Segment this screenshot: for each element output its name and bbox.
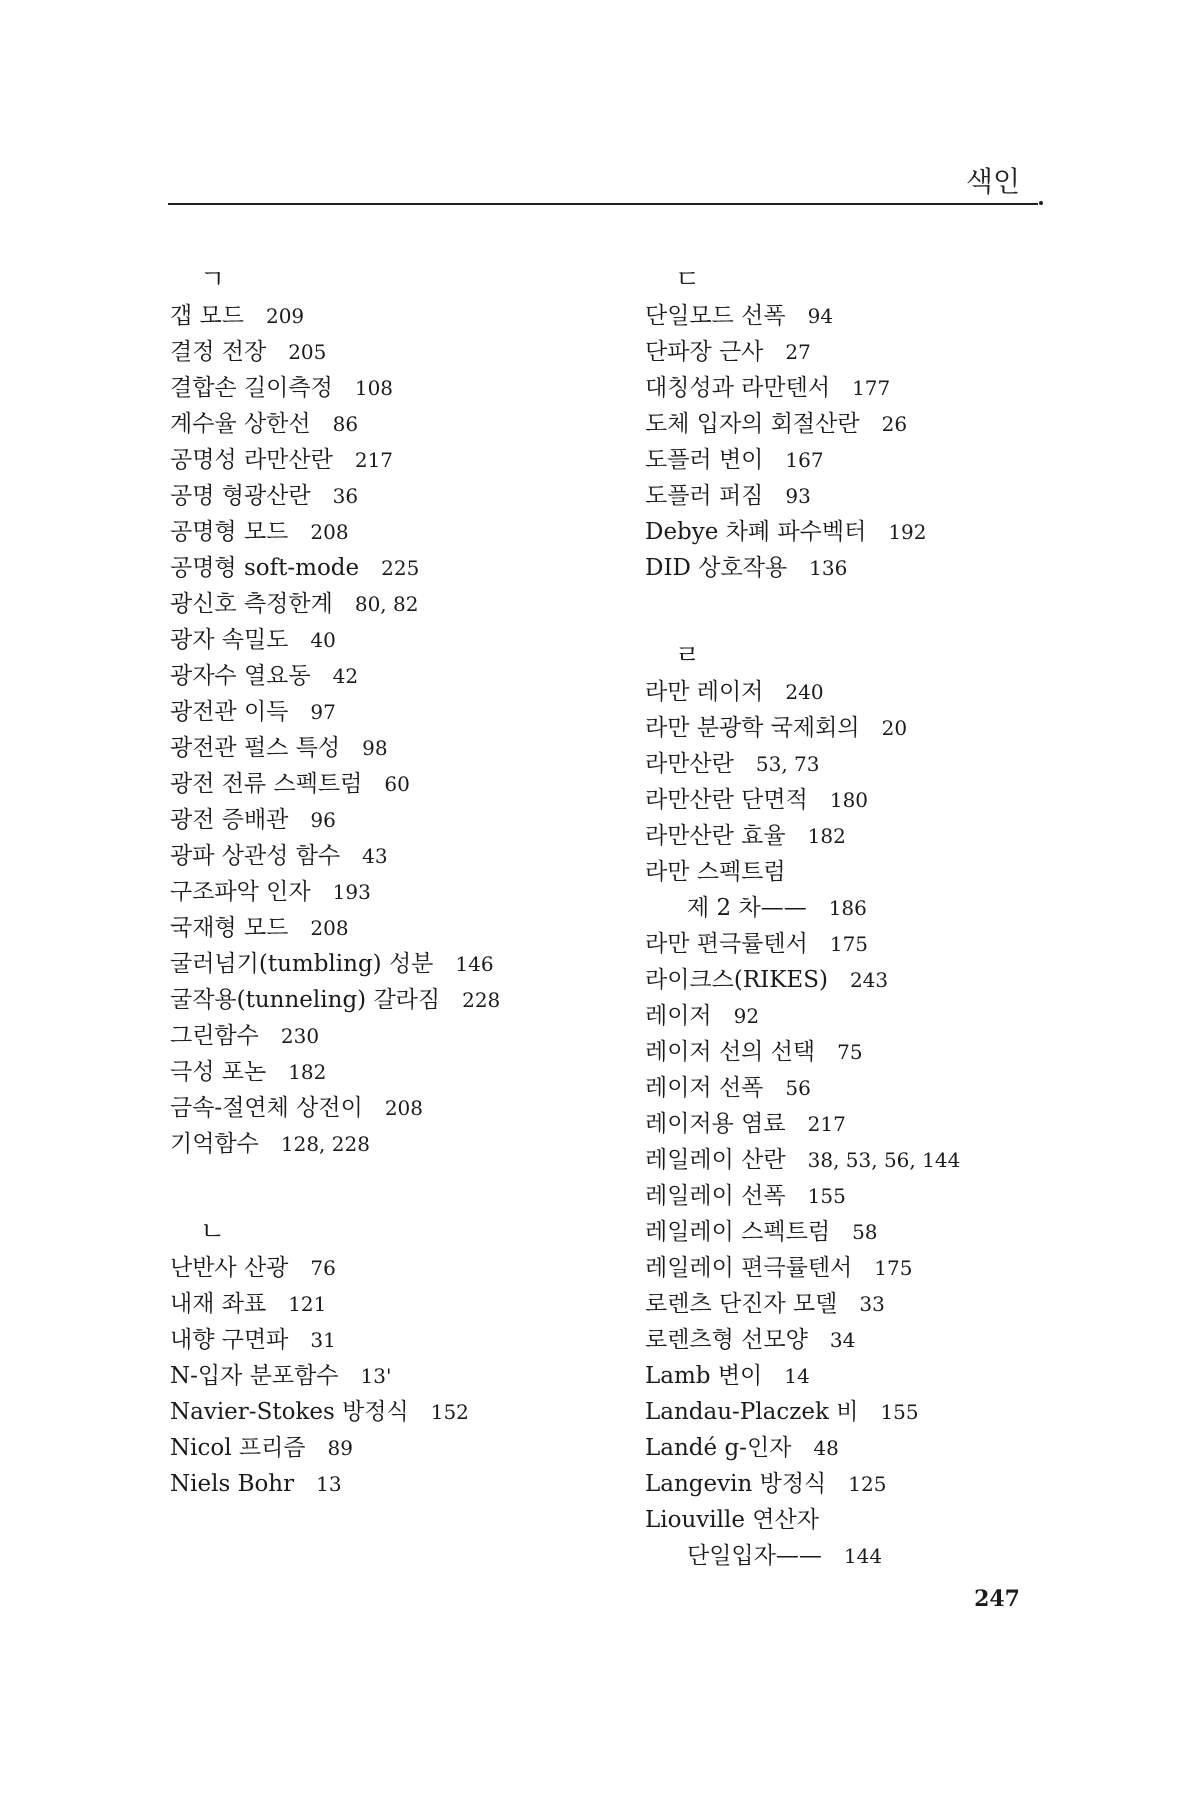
index-term: DID 상호작용 — [645, 555, 788, 581]
index-term: Lamb 변이 — [645, 1363, 763, 1389]
index-entry — [170, 298, 630, 334]
index-pages: 36 — [332, 484, 359, 508]
index-term: 공명성 라만산란 — [170, 447, 333, 473]
index-pages: 144 — [843, 1544, 883, 1568]
index-pages: 208 — [310, 916, 349, 940]
index-term: 계수율 상한선 — [170, 411, 311, 437]
index-entry — [645, 1070, 1145, 1106]
index-pages: 40 — [310, 628, 336, 652]
index-pages: 243 — [849, 968, 889, 992]
index-entry — [170, 694, 630, 730]
index-entry — [170, 946, 630, 982]
index-entry — [170, 370, 630, 406]
header-rule — [168, 203, 1038, 205]
index-pages: 175 — [829, 932, 869, 956]
index-term: 공명형 soft-mode — [170, 555, 360, 581]
index-term: 레이저 — [645, 1003, 712, 1029]
index-pages: 89 — [327, 1436, 353, 1460]
index-term: 광전관 이득 — [170, 699, 289, 725]
index-pages: 167 — [785, 448, 824, 472]
index-pages: 155 — [880, 1400, 919, 1424]
index-entry — [645, 782, 1145, 818]
index-entry — [645, 1466, 1145, 1502]
index-entry — [170, 982, 630, 1018]
index-entry — [645, 1358, 1145, 1394]
index-entry — [170, 334, 630, 370]
index-entry — [645, 1214, 1145, 1250]
index-entry — [645, 890, 1145, 926]
index-pages: 155 — [807, 1184, 846, 1208]
index-pages: 125 — [848, 1472, 887, 1496]
index-entry — [170, 802, 630, 838]
index-pages: 136 — [809, 556, 848, 580]
index-pages: 146 — [455, 952, 494, 976]
index-pages: 98 — [362, 736, 388, 760]
index-entry — [170, 838, 630, 874]
index-term: 레일레이 산란 — [645, 1147, 786, 1173]
index-entry — [170, 1126, 630, 1162]
index-term: 공명 형광산란 — [170, 483, 311, 509]
index-pages: 86 — [332, 412, 359, 436]
index-entry — [645, 370, 1145, 406]
index-term: N-입자 분포함수 — [170, 1363, 339, 1389]
index-pages: 75 — [837, 1040, 863, 1064]
index-pages: 97 — [310, 700, 336, 724]
index-term: 라만 분광학 국제회의 — [645, 715, 860, 741]
index-entry — [170, 442, 630, 478]
index-pages: 34 — [829, 1328, 856, 1352]
index-pages: 208 — [310, 520, 349, 544]
index-term: 국재형 모드 — [170, 915, 289, 941]
index-entry — [645, 334, 1145, 370]
index-section — [645, 262, 1145, 586]
index-pages: 56 — [785, 1076, 811, 1100]
index-term: 로렌츠 단진자 모델 — [645, 1291, 838, 1317]
index-term: 광전 증배관 — [170, 807, 289, 833]
index-term: 굴러넘기(tumbling) 성분 — [170, 951, 434, 977]
index-pages: 108 — [354, 376, 394, 400]
index-term: 도플러 변이 — [645, 447, 764, 473]
index-term: 광전 전류 스펙트럼 — [170, 771, 363, 797]
index-term: Landau-Placzek 비 — [645, 1399, 859, 1425]
index-entry — [170, 586, 630, 622]
index-entry — [645, 962, 1145, 998]
index-column-left — [170, 262, 630, 1554]
index-entry — [170, 658, 630, 694]
index-entry — [645, 710, 1145, 746]
index-entry — [170, 910, 630, 946]
index-section — [170, 1214, 630, 1502]
index-term: 난반사 산광 — [170, 1255, 289, 1281]
index-pages: 128, 228 — [280, 1132, 370, 1156]
index-entry — [170, 406, 630, 442]
index-pages: 93 — [785, 484, 811, 508]
index-pages: 80, 82 — [354, 592, 419, 616]
index-term: 금속-절연체 상전이 — [170, 1095, 363, 1121]
index-term: 라만산란 — [645, 751, 734, 777]
index-entry — [645, 1394, 1145, 1430]
index-pages: 205 — [288, 340, 327, 364]
index-term: Liouville 연산자 — [645, 1507, 819, 1533]
index-entry — [645, 818, 1145, 854]
index-term: 라만 레이저 — [645, 679, 764, 705]
index-section — [170, 262, 630, 1162]
index-term: 기억함수 — [170, 1131, 259, 1157]
index-term: 레이저용 염료 — [645, 1111, 786, 1137]
index-term: 단일모드 선폭 — [645, 303, 786, 329]
index-term: 레이저 선의 선택 — [645, 1039, 816, 1065]
index-term: 결정 전장 — [170, 339, 267, 365]
index-term: 제 2 차—— — [687, 895, 807, 921]
index-pages: 48 — [813, 1436, 839, 1460]
index-entry — [170, 1250, 630, 1286]
section-heading: ㄷ — [675, 265, 701, 295]
index-pages: 175 — [874, 1256, 913, 1280]
index-entry — [645, 1322, 1145, 1358]
index-entry — [170, 1358, 630, 1394]
index-pages: 208 — [384, 1096, 424, 1120]
index-term: 대칭성과 라만텐서 — [645, 375, 831, 401]
index-term: 라만산란 효율 — [645, 823, 786, 849]
index-pages: 33 — [859, 1292, 885, 1316]
index-term: 광신호 측정한계 — [170, 591, 333, 617]
index-term: 레일레이 편극률텐서 — [645, 1255, 853, 1281]
index-pages: 14 — [784, 1364, 810, 1388]
index-entry — [170, 1054, 630, 1090]
index-entry — [170, 1430, 630, 1466]
index-entry — [645, 998, 1145, 1034]
index-pages: 121 — [288, 1292, 327, 1316]
index-entry — [645, 1538, 1145, 1574]
index-entry — [645, 550, 1145, 586]
index-pages: 60 — [384, 772, 410, 796]
index-pages: 228 — [462, 988, 501, 1012]
index-entry — [170, 1018, 630, 1054]
index-entry — [645, 1034, 1145, 1070]
index-pages: 94 — [807, 304, 834, 328]
index-entry — [170, 1322, 630, 1358]
index-term: 내향 구면파 — [170, 1327, 289, 1353]
index-term: Navier-Stokes 방정식 — [170, 1399, 409, 1425]
index-pages: 182 — [288, 1060, 327, 1084]
index-entry — [645, 746, 1145, 782]
index-pages: 58 — [852, 1220, 878, 1244]
index-pages: 26 — [881, 412, 908, 436]
index-term: 레일레이 선폭 — [645, 1183, 786, 1209]
index-term: Nicol 프리즘 — [170, 1435, 306, 1461]
index-entry — [645, 1142, 1145, 1178]
index-entry — [645, 406, 1145, 442]
index-term: 공명형 모드 — [170, 519, 289, 545]
index-pages: 27 — [785, 340, 811, 364]
index-term: 단파장 근사 — [645, 339, 764, 365]
index-pages: 42 — [332, 664, 359, 688]
index-term: 레일레이 스펙트럼 — [645, 1219, 831, 1245]
index-term: 로렌츠형 선모양 — [645, 1327, 808, 1353]
index-entry — [645, 1106, 1145, 1142]
index-entry — [170, 514, 630, 550]
index-pages: 192 — [888, 520, 927, 544]
index-column-right — [645, 262, 1145, 1626]
index-pages: 38, 53, 56, 144 — [807, 1148, 961, 1172]
index-pages: 43 — [362, 844, 388, 868]
index-entry — [170, 874, 630, 910]
index-entry — [170, 1286, 630, 1322]
index-pages: 13 — [316, 1472, 342, 1496]
index-term: 극성 포논 — [170, 1059, 267, 1085]
index-entry — [645, 1250, 1145, 1286]
index-entry — [645, 1178, 1145, 1214]
index-pages: 177 — [852, 376, 891, 400]
index-pages: 96 — [310, 808, 336, 832]
section-heading: ㄱ — [200, 265, 226, 295]
index-pages: 92 — [733, 1004, 760, 1028]
index-term: 라이크스(RIKES) — [645, 967, 828, 993]
page-number: 247 — [974, 1586, 1020, 1612]
index-pages: 186 — [828, 896, 867, 920]
index-pages: 180 — [829, 788, 869, 812]
index-term: 라만 스펙트럼 — [645, 859, 786, 885]
index-entry — [170, 478, 630, 514]
index-term: 라만산란 단면적 — [645, 787, 808, 813]
index-entry — [170, 730, 630, 766]
index-term: Debye 차폐 파수벡터 — [645, 519, 867, 545]
index-entry — [645, 478, 1145, 514]
index-pages: 217 — [807, 1112, 846, 1136]
index-entry — [170, 550, 630, 586]
index-term: 라만 편극률텐서 — [645, 931, 808, 957]
index-pages: 13' — [360, 1364, 392, 1388]
index-term: 내재 좌표 — [170, 1291, 267, 1317]
index-pages: 152 — [430, 1400, 469, 1424]
index-entry — [170, 1090, 630, 1126]
index-pages: 230 — [280, 1024, 320, 1048]
index-term: Langevin 방정식 — [645, 1471, 827, 1497]
index-term: 광자 속밀도 — [170, 627, 289, 653]
section-heading: ㄹ — [675, 641, 701, 671]
index-entry — [645, 1430, 1145, 1466]
index-term: 결합손 길이측정 — [170, 375, 333, 401]
index-pages: 240 — [785, 680, 824, 704]
index-entry — [645, 514, 1145, 550]
index-entry — [645, 442, 1145, 478]
running-header-title: 색인 — [965, 165, 1020, 198]
index-pages: 182 — [807, 824, 846, 848]
index-entry — [170, 1394, 630, 1430]
index-pages: 20 — [881, 716, 908, 740]
index-entry — [645, 1286, 1145, 1322]
index-entry — [170, 766, 630, 802]
index-term: 도체 입자의 회절산란 — [645, 411, 860, 437]
index-term: 굴작용(tunneling) 갈라짐 — [170, 987, 441, 1013]
index-term: 광파 상관성 함수 — [170, 843, 341, 869]
index-pages: 31 — [310, 1328, 336, 1352]
index-pages: 217 — [354, 448, 394, 472]
index-term: Niels Bohr — [170, 1471, 295, 1497]
index-pages: 193 — [332, 880, 371, 904]
index-term: 갭 모드 — [170, 303, 244, 329]
index-term: 광자수 열요동 — [170, 663, 311, 689]
index-term: Landé g-인자 — [645, 1435, 792, 1461]
index-term: 그린함수 — [170, 1023, 259, 1049]
index-pages: 53, 73 — [755, 752, 820, 776]
index-pages: 225 — [381, 556, 420, 580]
index-entry — [645, 298, 1145, 334]
index-entry — [645, 926, 1145, 962]
index-entry — [645, 1502, 1145, 1538]
index-entry — [645, 854, 1145, 890]
section-heading: ㄴ — [200, 1217, 226, 1247]
index-entry — [170, 1466, 630, 1502]
index-term: 광전관 펄스 특성 — [170, 735, 341, 761]
index-section — [645, 638, 1145, 1574]
index-term: 레이저 선폭 — [645, 1075, 764, 1101]
index-term: 단일입자—— — [687, 1543, 822, 1569]
index-entry — [170, 622, 630, 658]
index-term: 구조파악 인자 — [170, 879, 311, 905]
index-pages: 209 — [265, 304, 305, 328]
index-term: 도플러 퍼짐 — [645, 483, 764, 509]
index-pages: 76 — [310, 1256, 336, 1280]
index-entry — [645, 674, 1145, 710]
